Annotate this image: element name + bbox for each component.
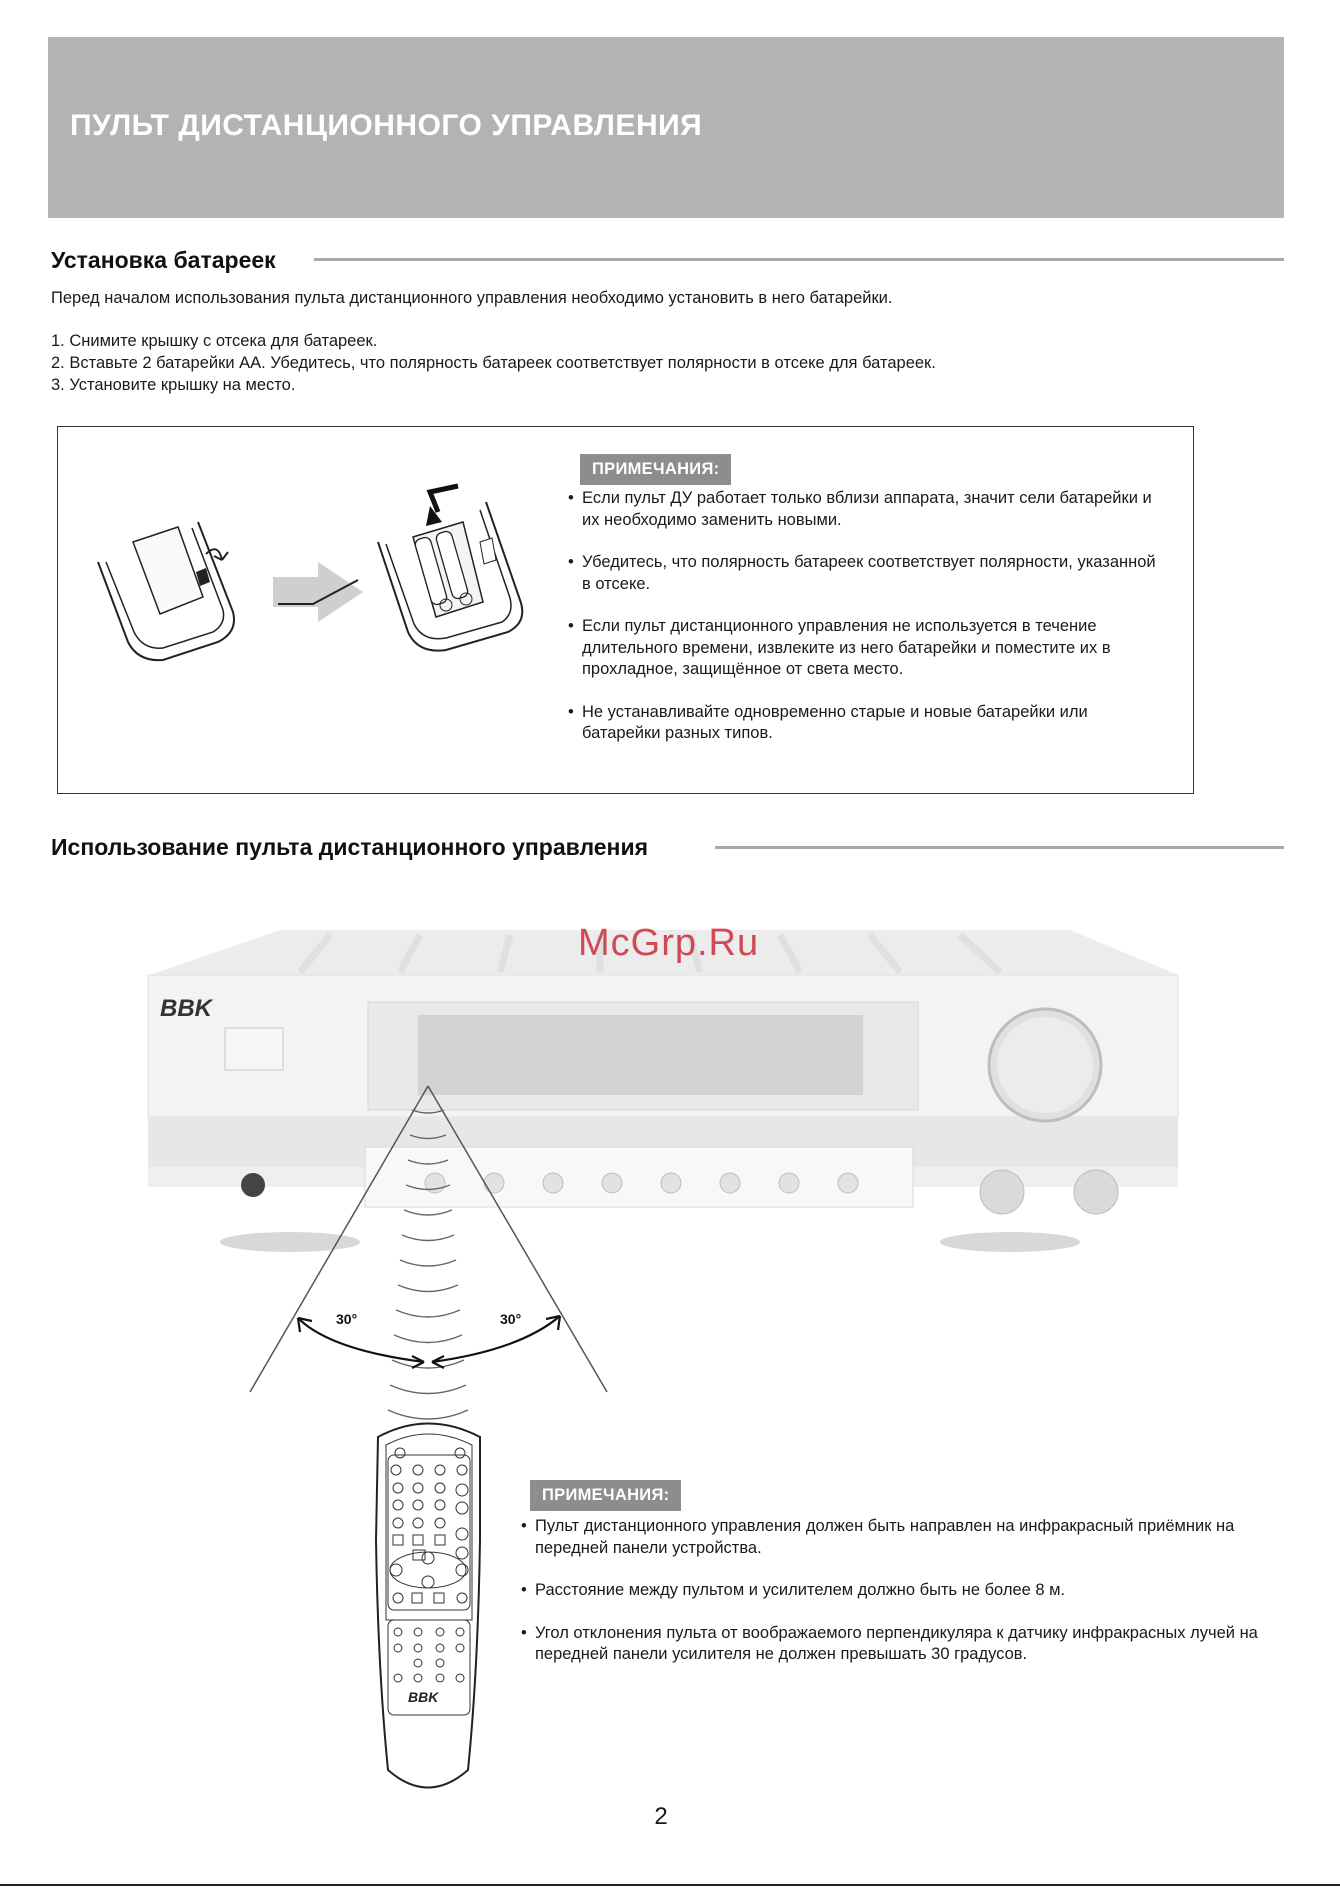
remote-with-cover-illustration	[98, 522, 234, 660]
list-item: • Угол отклонения пульта от воображаемого перпендикуляра к датчику инфракрасных лучей на передней панели усилителя не должен превышать 30 градусов.	[521, 1623, 1291, 1666]
angle-label-right: 30°	[500, 1311, 522, 1327]
page-number: 2	[654, 1803, 668, 1830]
battery-intro: Перед началом использования пульта дистанционного управления необходимо установить в него батарейки.	[51, 289, 893, 307]
list-item: • Не устанавливайте одновременно старые и новые батарейки или батарейки разных типов.	[568, 702, 1168, 745]
amplifier-illustration	[148, 930, 1178, 1252]
section-rule	[715, 846, 1284, 849]
remote-open-battery-illustration	[378, 486, 522, 651]
list-item: • Если пульт дистанционного управления не используется в течение длительного времени, извлеките из него батарейки и поместите их в прохладное, защищённое от света место.	[568, 616, 1168, 681]
footer-rule	[0, 1884, 1340, 1886]
list-item: • Пульт дистанционного управления должен быть направлен на инфракрасный приёмник на передней панели устройства.	[521, 1516, 1291, 1559]
battery-step-3: 3. Установите крышку на место.	[51, 376, 296, 394]
section-rule	[314, 258, 1284, 261]
list-item: • Расстояние между пультом и усилителем должно быть не более 8 м.	[521, 1580, 1291, 1602]
angle-label-left: 30°	[336, 1311, 358, 1327]
watermark: McGrp.Ru	[578, 922, 760, 964]
battery-notes-list	[568, 488, 1168, 766]
notes-badge: ПРИМЕЧАНИЯ:	[530, 1480, 681, 1511]
arrow-right-icon	[273, 562, 363, 622]
usage-section-heading: Использование пульта дистанционного управления	[51, 834, 649, 860]
battery-step-1: 1. Снимите крышку с отсека для батареек.	[51, 332, 378, 350]
notes-badge: ПРИМЕЧАНИЯ:	[580, 454, 731, 485]
remote-brand-logo: BBK	[408, 1689, 439, 1705]
page-title: ПУЛЬТ ДИСТАНЦИОННОГО УПРАВЛЕНИЯ	[70, 109, 703, 142]
list-item: • Если пульт ДУ работает только вблизи аппарата, значит сели батарейки и их необходимо заменить новыми.	[568, 488, 1168, 531]
header-band	[48, 37, 1284, 218]
battery-section-heading: Установка батареек	[51, 247, 276, 273]
usage-illustration	[0, 880, 1340, 1880]
battery-install-illustration	[88, 482, 568, 742]
usage-notes-list	[521, 1516, 1291, 1687]
remote-control-illustration	[376, 1424, 480, 1788]
list-item: • Убедитесь, что полярность батареек соответствует полярности, указанной в отсеке.	[568, 552, 1168, 595]
battery-step-2: 2. Вставьте 2 батарейки AA. Убедитесь, что полярность батареек соответствует полярности в отсеке для батареек.	[51, 354, 936, 372]
battery-notes-box	[57, 426, 1194, 794]
amplifier-brand-logo: BBK	[160, 995, 212, 1022]
